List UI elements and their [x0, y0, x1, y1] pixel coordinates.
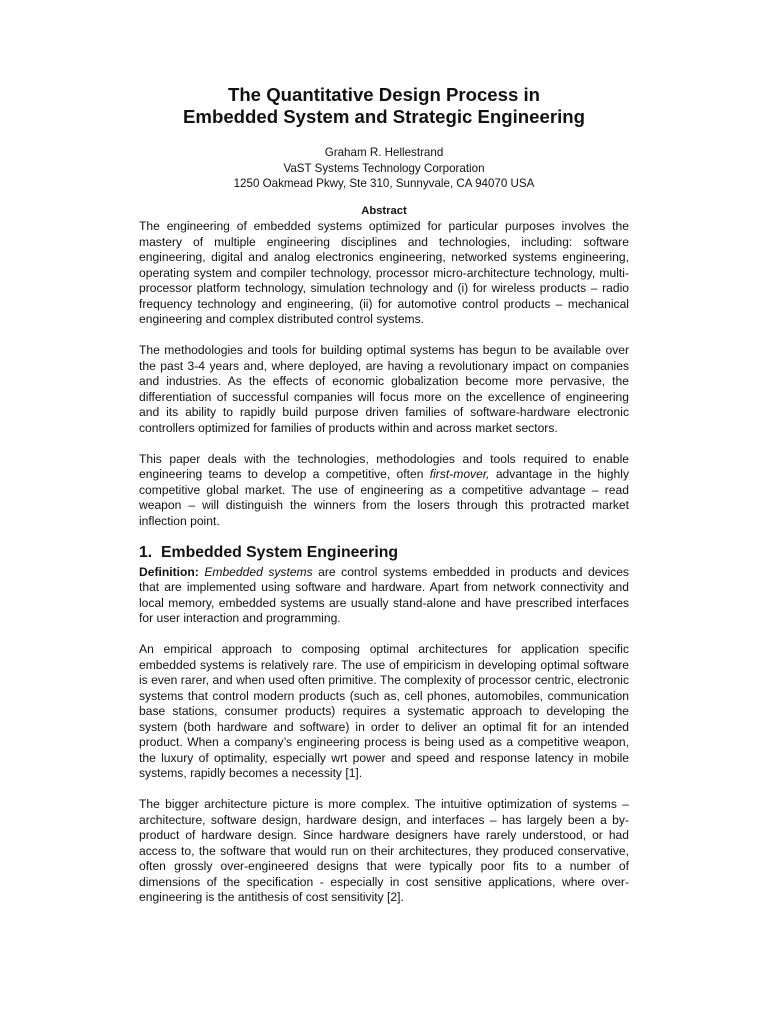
section-1-number: 1.: [139, 543, 153, 561]
definition-text: are control systems embedded in products and devices that are implemented using software and hardware. Apart from network connectivity and local memory, embedded systems are usually stand-alone and have prescribed interfaces for user interaction and programming.: [139, 564, 629, 626]
paper-title: [139, 84, 629, 128]
abstract-paragraph-2: The methodologies and tools for building optimal systems has begun to be available over the past 3-4 years and, where deployed, are having a revolutionary impact on companies and industries. As the effects of economic globalization become more pervasive, the differentiation of successful companies will focus more on the excellence of engineering and its ability to rapidly build purpose driven families of software-hardware electronic controllers optimized for families of products within and across market sectors.: [139, 343, 629, 435]
abstract-p3-emphasis: first-mover,: [429, 467, 490, 482]
section-1-heading: [139, 543, 629, 563]
definition-label: Definition:: [139, 564, 199, 579]
title-line-2: Embedded System and Strategic Engineering: [183, 106, 585, 127]
definition-term: Embedded systems: [204, 564, 313, 579]
section-1-title: Embedded System Engineering: [161, 543, 399, 561]
paper-content: [139, 84, 629, 906]
author-name: Graham R. Hellestrand: [324, 146, 444, 159]
section-1-paragraph-2: The bigger architecture picture is more complex. The intuitive optimization of systems – architecture, software design, hardware design, and interfaces – has largely been a by-product of hardware design. Since hardware designers have rarely understood, or had access to, the software that would run on their architectures, they produced conservative, often grossly over-engineered designs that were typically poor fits to a number of dimensions of the specification - especially in cost sensitive applications, where over-engineering is the antithesis of cost sensitivity [2].: [139, 797, 629, 905]
abstract-heading: Abstract: [361, 205, 407, 218]
abstract-p3-text-after: advantage in the highly competitive global market. The use of engineering as a competitive advantage – read weapon – will distinguish the winners from the losers through this protracted market inflection point.: [139, 467, 629, 528]
author-block: [139, 145, 629, 192]
author-organization: VaST Systems Technology Corporation: [283, 161, 485, 175]
abstract-p3-text-before: This paper deals with the technologies, methodologies and tools required to enable engineering teams to develop a competitive, often: [139, 451, 629, 482]
definition-paragraph: [139, 565, 629, 627]
abstract-paragraph-1: The engineering of embedded systems optimized for particular purposes involves the mastery of multiple engineering disciplines and technologies, including: software engineering, digital and analog electronics engineering, networked systems engineering, operating system and compiler technology, processor micro-architecture technology, multi-processor platform technology, simulation technology and (i) for wireless products – radio frequency technology and engineering, (ii) for automotive control products – mechanical engineering and complex distributed control systems.: [139, 219, 629, 327]
abstract-paragraph-3: [139, 452, 629, 530]
section-1-paragraph-1: An empirical approach to composing optimal architectures for application specific embedded systems is relatively rare. The use of empiricism in developing optimal software is even rarer, and when used often primitive. The complexity of processor centric, electronic systems that control modern products (such as, cell phones, automobiles, communication base stations, consumer products) requires a systematic approach to developing the system (both hardware and software) in order to deliver an optimal fit for an intended product. When a company’s engineering process is being used as a competitive weapon, the luxury of optimality, especially wrt power and speed and response latency in mobile systems, rapidly becomes a necessity [1].: [139, 642, 629, 781]
title-line-1: The Quantitative Design Process in: [227, 84, 541, 105]
author-address: 1250 Oakmead Pkwy, Ste 310, Sunnyvale, CA 94070 USA: [233, 177, 535, 191]
